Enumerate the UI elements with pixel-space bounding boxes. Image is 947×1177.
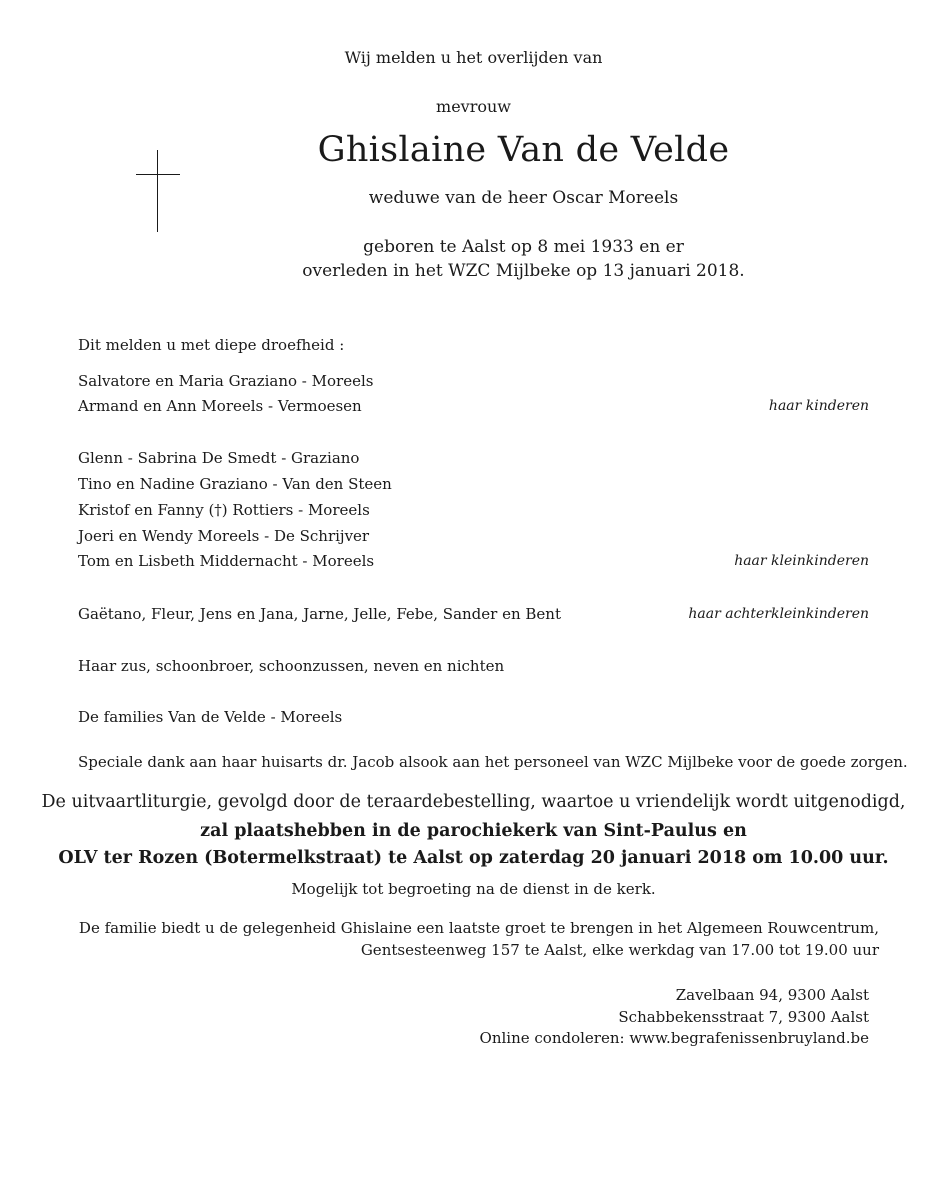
cross-horizontal-bar (136, 174, 180, 175)
title-mevrouw: mevrouw (436, 97, 511, 116)
thanks-line: Speciale dank aan haar huisarts dr. Jacob alsook aan het personeel van WZC Mijlbeke voor de goede zorgen. (78, 753, 908, 771)
grandchild-entry: Glenn - Sabrina De Smedt - Graziano (78, 449, 360, 467)
siblings-line: Haar zus, schoonbroer, schoonzussen, neven en nichten (78, 657, 505, 675)
family-intro: Dit melden u met diepe droefheid : (78, 336, 345, 354)
ceremony-line-1: De uitvaartliturgie, gevolgd door de teraardebestelling, waartoe u vriendelijk wordt uitgenodigd, (41, 792, 906, 812)
viewing-line-1: De familie biedt u de gelegenheid Ghislaine een laatste groet te brengen in het Algemeen Rouwcentrum, (78, 919, 879, 937)
families-line: De families Van de Velde - Moreels (78, 708, 343, 726)
address-line: Schabbekensstraat 7, 9300 Aalst (618, 1008, 869, 1026)
widow-line: weduwe van de heer Oscar Moreels (368, 188, 679, 208)
born-line-2: overleden in het WZC Mijlbeke op 13 januari 2018. (302, 261, 745, 281)
grandchild-entry: Tino en Nadine Graziano - Van den Steen (78, 475, 392, 493)
grandchildren-label: haar kleinkinderen (734, 553, 869, 569)
online-condolence-line: Online condoleren: www.begrafenissenbruyland.be (479, 1029, 869, 1047)
greeting-line: Mogelijk tot begroeting na de dienst in de kerk. (291, 880, 656, 898)
viewing-line-2: Gentsesteenweg 157 te Aalst, elke werkdag van 17.00 tot 19.00 uur (360, 941, 879, 959)
child-entry: Armand en Ann Moreels - Vermoesen (78, 397, 362, 415)
ceremony-line-2: zal plaatshebben in de parochiekerk van Sint-Paulus en (200, 821, 747, 841)
child-entry: Salvatore en Maria Graziano - Moreels (78, 372, 374, 390)
deceased-name: Ghislaine Van de Velde (317, 130, 730, 170)
grandchild-entry: Joeri en Wendy Moreels - De Schrijver (78, 527, 370, 545)
ceremony-line-3: OLV ter Rozen (Botermelkstraat) te Aalst op zaterdag 20 januari 2018 om 10.00 uur. (58, 848, 889, 868)
children-label: haar kinderen (768, 398, 869, 414)
great-grandchildren-label: haar achterkleinkinderen (688, 606, 869, 622)
address-line: Zavelbaan 94, 9300 Aalst (675, 986, 869, 1004)
grandchild-entry: Kristof en Fanny (†) Rottiers - Moreels (78, 501, 370, 519)
grandchild-entry: Tom en Lisbeth Middernacht - Moreels (78, 552, 375, 570)
great-grandchildren: Gaëtano, Fleur, Jens en Jana, Jarne, Jelle, Febe, Sander en Bent (78, 605, 561, 623)
born-line-1: geboren te Aalst op 8 mei 1933 en er (363, 237, 684, 257)
announce-text: Wij melden u het overlijden van (344, 48, 603, 67)
